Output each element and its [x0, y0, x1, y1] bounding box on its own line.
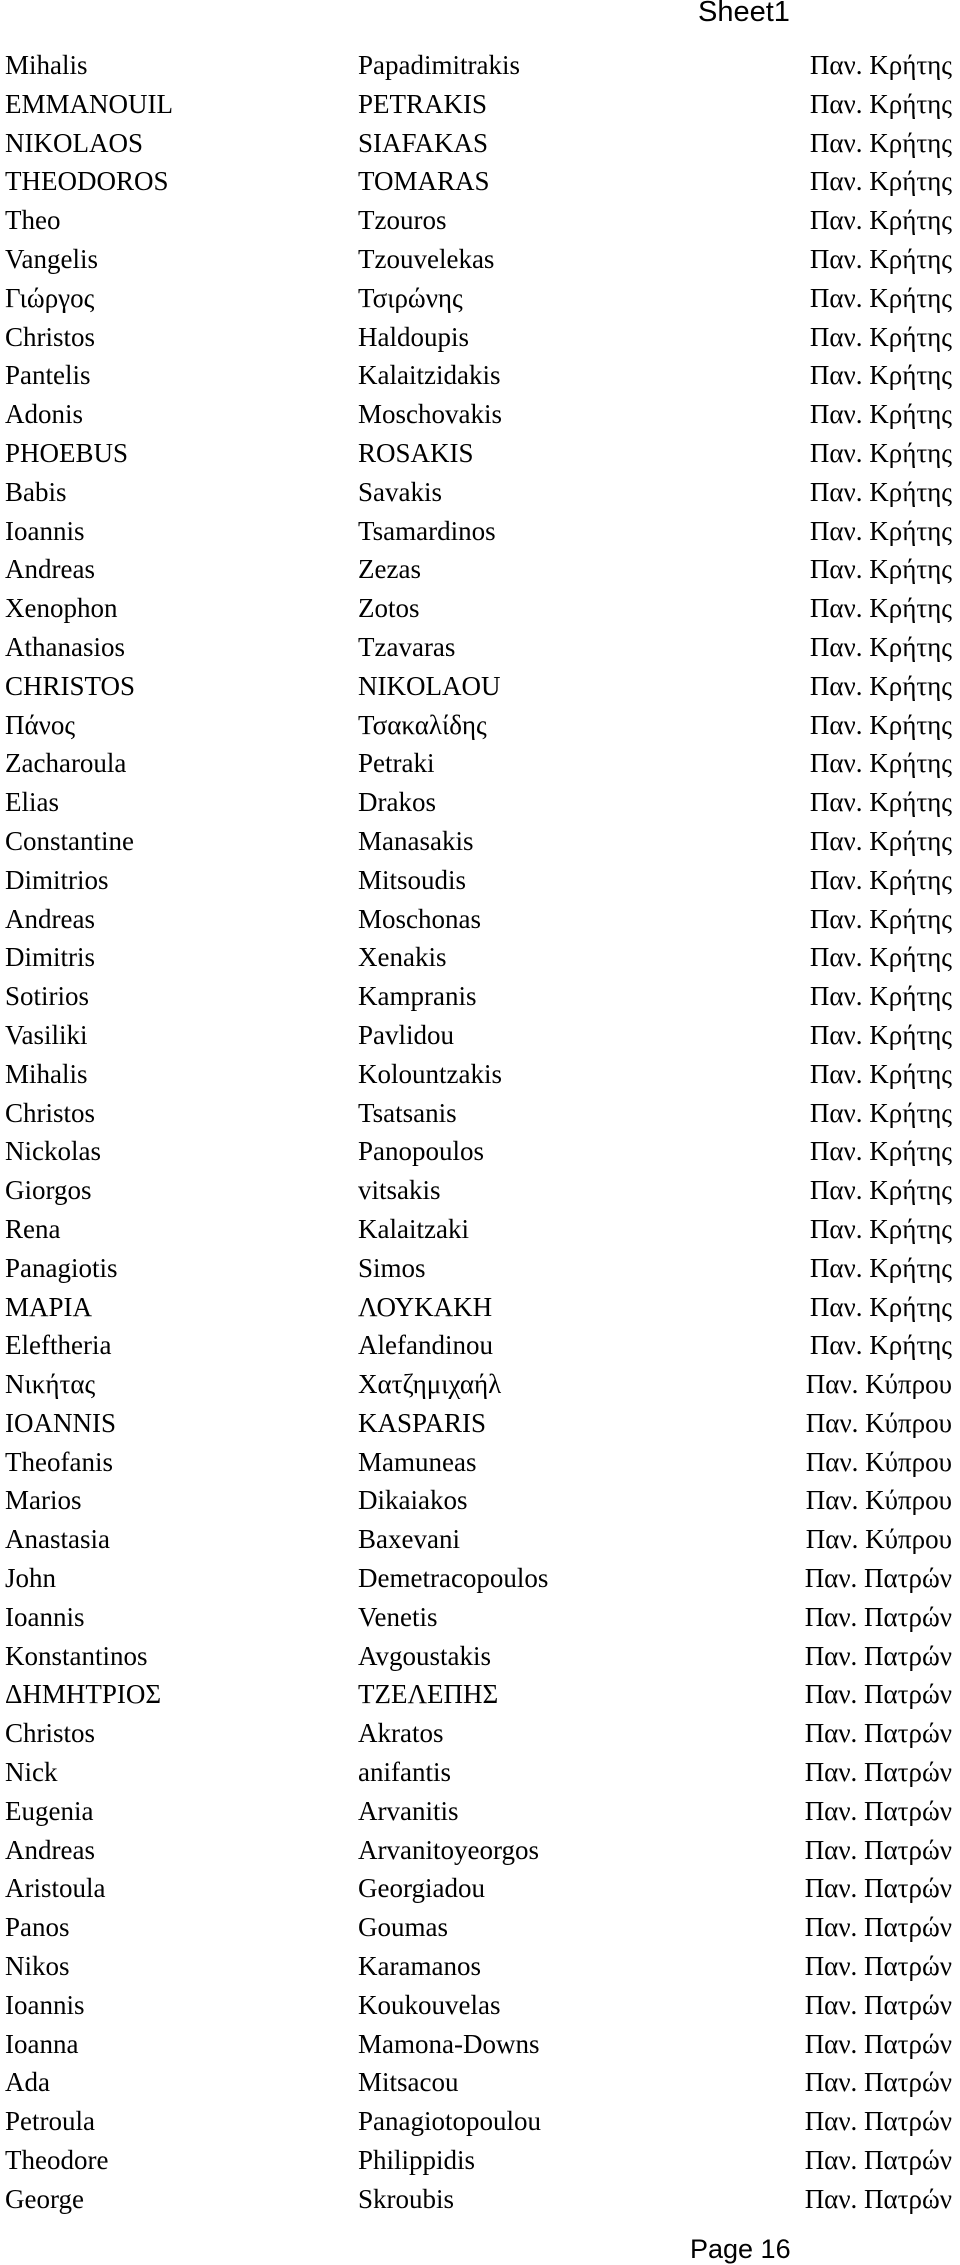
last-name-cell: Tsamardinos	[358, 515, 496, 546]
university-cell: Παν. Κρήτης	[809, 205, 952, 236]
university-cell: Παν. Πατρών	[804, 2145, 952, 2176]
list-row	[0, 861, 960, 900]
first-name-cell: Panagiotis	[5, 1252, 118, 1283]
last-name-cell: Georgiadou	[358, 1873, 485, 1904]
list-row	[0, 1288, 960, 1327]
list-row	[0, 1986, 960, 2025]
last-name-cell: Goumas	[358, 1912, 448, 1943]
university-cell: Παν. Κρήτης	[809, 631, 952, 662]
last-name-cell: Tzavaras	[358, 631, 456, 662]
university-cell: Παν. Πατρών	[804, 1601, 952, 1632]
first-name-cell: Nikos	[5, 1951, 70, 1982]
first-name-cell: Christos	[5, 1097, 96, 1128]
university-cell: Παν. Κρήτης	[809, 903, 952, 934]
first-name-cell: Rena	[5, 1213, 61, 1244]
list-row	[0, 240, 960, 279]
last-name-cell: Karamanos	[358, 1951, 481, 1982]
last-name-cell: Mitsoudis	[358, 864, 467, 895]
first-name-cell: Ioannis	[5, 515, 85, 546]
last-name-cell: Tzouros	[358, 205, 447, 236]
last-name-cell: Pavlidou	[358, 1019, 455, 1050]
university-cell: Παν. Πατρών	[804, 1989, 952, 2020]
university-cell: Παν. Κρήτης	[809, 127, 952, 158]
university-cell: Παν. Κρήτης	[809, 554, 952, 585]
university-cell: Παν. Κρήτης	[809, 399, 952, 430]
university-cell: Παν. Πατρών	[804, 1563, 952, 1594]
university-cell: Παν. Κρήτης	[809, 1097, 952, 1128]
first-name-cell: Dimitris	[5, 942, 96, 973]
university-cell: Παν. Κρήτης	[809, 166, 952, 197]
list-row	[0, 2063, 960, 2102]
university-cell: Παν. Κρήτης	[809, 1291, 952, 1322]
first-name-cell: Nickolas	[5, 1136, 101, 1167]
university-cell: Παν. Κρήτης	[809, 1175, 952, 1206]
first-name-cell: Xenophon	[5, 593, 118, 624]
last-name-cell: Panagiotopoulou	[358, 2106, 541, 2137]
university-cell: Παν. Κύπρου	[805, 1485, 952, 1516]
university-cell: Παν. Κρήτης	[809, 1330, 952, 1361]
last-name-cell: Savakis	[358, 476, 442, 507]
list-row	[0, 1908, 960, 1947]
list-row	[0, 1947, 960, 1986]
first-name-cell: Andreas	[5, 903, 95, 934]
university-cell: Παν. Πατρών	[804, 2028, 952, 2059]
university-cell: Παν. Κρήτης	[809, 243, 952, 274]
first-name-cell: CHRISTOS	[5, 670, 136, 701]
last-name-cell: Τσακαλίδης	[358, 709, 487, 740]
university-cell: Παν. Κρήτης	[809, 476, 952, 507]
last-name-cell: KASPARIS	[358, 1407, 487, 1438]
university-cell: Παν. Κύπρου	[805, 1446, 952, 1477]
university-cell: Παν. Κρήτης	[809, 1252, 952, 1283]
first-name-cell: ΜΑΡΙΑ	[5, 1291, 93, 1322]
last-name-cell: Tsatsanis	[358, 1097, 457, 1128]
last-name-cell: Τσιρώνης	[358, 282, 463, 313]
list-row	[0, 395, 960, 434]
university-cell: Παν. Κρήτης	[809, 1058, 952, 1089]
last-name-cell: vitsakis	[358, 1175, 441, 1206]
list-row	[0, 938, 960, 977]
first-name-cell: Petroula	[5, 2106, 95, 2137]
university-cell: Παν. Πατρών	[804, 1718, 952, 1749]
list-row	[0, 706, 960, 745]
list-row	[0, 318, 960, 357]
list-row	[0, 473, 960, 512]
last-name-cell: ΛΟΥΚΑΚΗ	[358, 1291, 493, 1322]
university-cell: Παν. Κρήτης	[809, 748, 952, 779]
university-cell: Παν. Κρήτης	[809, 321, 952, 352]
first-name-cell: Sotirios	[5, 981, 90, 1012]
first-name-cell: Mihalis	[5, 50, 88, 80]
first-name-cell: EMMANOUIL	[5, 88, 173, 119]
last-name-cell: Zotos	[358, 593, 420, 624]
last-name-cell: Xenakis	[358, 942, 447, 973]
university-cell: Παν. Πατρών	[804, 1679, 952, 1710]
last-name-cell: ΤΖΕΛΕΠΗΣ	[358, 1679, 499, 1710]
first-name-cell: Eleftheria	[5, 1330, 112, 1361]
last-name-cell: PETRAKIS	[358, 88, 488, 119]
last-name-cell: Mitsacou	[358, 2067, 459, 2098]
first-name-cell: Theo	[5, 205, 61, 236]
first-name-cell: Andreas	[5, 554, 95, 585]
list-row	[0, 1598, 960, 1637]
first-name-cell: Andreas	[5, 1834, 95, 1865]
university-cell: Παν. Κρήτης	[809, 515, 952, 546]
list-row	[0, 1249, 960, 1288]
first-name-cell: Nick	[5, 1757, 58, 1788]
list-row	[0, 2025, 960, 2064]
first-name-cell: Adonis	[5, 399, 84, 430]
university-cell: Παν. Κύπρου	[805, 1524, 952, 1555]
first-name-cell: Ioannis	[5, 1601, 85, 1632]
first-name-cell: Pantelis	[5, 360, 91, 391]
university-cell: Παν. Πατρών	[804, 1640, 952, 1671]
first-name-cell: PHOEBUS	[5, 437, 129, 468]
first-name-cell: Theofanis	[5, 1446, 113, 1477]
list-row	[0, 1675, 960, 1714]
university-cell: Παν. Κύπρου	[805, 1407, 952, 1438]
last-name-cell: Papadimitrakis	[358, 50, 520, 80]
list-row	[0, 1094, 960, 1133]
first-name-cell: Ioannis	[5, 1989, 85, 2020]
university-cell: Παν. Κρήτης	[809, 981, 952, 1012]
last-name-cell: Kampranis	[358, 981, 477, 1012]
list-row	[0, 85, 960, 124]
list-row	[0, 783, 960, 822]
list-row	[0, 1637, 960, 1676]
list-row	[0, 2141, 960, 2180]
last-name-cell: Venetis	[358, 1601, 438, 1632]
first-name-cell: Babis	[5, 476, 67, 507]
last-name-cell: Kalaitzidakis	[358, 360, 501, 391]
last-name-cell: Akratos	[358, 1718, 444, 1749]
university-cell: Παν. Κρήτης	[809, 709, 952, 740]
last-name-cell: Moschonas	[358, 903, 481, 934]
first-name-cell: Πάνος	[5, 709, 76, 740]
list-row	[0, 2102, 960, 2141]
university-cell: Παν. Κρήτης	[809, 670, 952, 701]
list-row	[0, 1365, 960, 1404]
list-row	[0, 1055, 960, 1094]
list-row	[0, 1520, 960, 1559]
university-cell: Παν. Κρήτης	[809, 1136, 952, 1167]
last-name-cell: Arvanitoyeorgos	[358, 1834, 539, 1865]
list-row	[0, 1016, 960, 1055]
list-row	[0, 1443, 960, 1482]
last-name-cell: Zezas	[358, 554, 421, 585]
first-name-cell: Vasiliki	[5, 1019, 88, 1050]
first-name-cell: Ada	[5, 2067, 50, 2098]
university-cell: Παν. Κρήτης	[809, 864, 952, 895]
last-name-cell: Moschovakis	[358, 399, 502, 430]
last-name-cell: SIAFAKAS	[358, 127, 489, 158]
university-cell: Παν. Πατρών	[804, 2183, 952, 2214]
university-cell: Παν. Κρήτης	[809, 437, 952, 468]
list-row	[0, 1753, 960, 1792]
last-name-cell: ROSAKIS	[358, 437, 474, 468]
university-cell: Παν. Κύπρου	[805, 1369, 952, 1400]
last-name-cell: Χατζημιχαήλ	[358, 1369, 502, 1400]
name-list	[0, 46, 960, 2219]
first-name-cell: Marios	[5, 1485, 82, 1516]
list-row	[0, 1792, 960, 1831]
list-row	[0, 46, 960, 85]
page-number: Page 16	[690, 2234, 791, 2264]
list-row	[0, 1210, 960, 1249]
list-row	[0, 162, 960, 201]
university-cell: Παν. Πατρών	[804, 1951, 952, 1982]
university-cell: Παν. Πατρών	[804, 2067, 952, 2098]
list-row	[0, 744, 960, 783]
last-name-cell: Kolountzakis	[358, 1058, 502, 1089]
list-row	[0, 1559, 960, 1598]
first-name-cell: Dimitrios	[5, 864, 109, 895]
list-row	[0, 356, 960, 395]
first-name-cell: Elias	[5, 787, 59, 818]
last-name-cell: TOMARAS	[358, 166, 490, 197]
last-name-cell: Drakos	[358, 787, 436, 818]
list-row	[0, 1714, 960, 1753]
last-name-cell: Baxevani	[358, 1524, 460, 1555]
last-name-cell: Manasakis	[358, 825, 474, 856]
last-name-cell: NIKOLAOU	[358, 670, 501, 701]
university-cell: Παν. Κρήτης	[809, 825, 952, 856]
first-name-cell: Constantine	[5, 825, 134, 856]
university-cell: Παν. Κρήτης	[809, 282, 952, 313]
last-name-cell: Demetracopoulos	[358, 1563, 549, 1594]
list-row	[0, 2180, 960, 2219]
university-cell: Παν. Πατρών	[804, 2106, 952, 2137]
sheet-title: Sheet1	[698, 0, 790, 28]
first-name-cell: Eugenia	[5, 1795, 94, 1826]
university-cell: Παν. Πατρών	[804, 1834, 952, 1865]
first-name-cell: ΔΗΜΗΤΡΙΟΣ	[5, 1679, 162, 1710]
university-cell: Παν. Πατρών	[804, 1757, 952, 1788]
first-name-cell: Christos	[5, 1718, 96, 1749]
last-name-cell: anifantis	[358, 1757, 451, 1788]
last-name-cell: Arvanitis	[358, 1795, 459, 1826]
first-name-cell: Zacharoula	[5, 748, 127, 779]
list-row	[0, 977, 960, 1016]
last-name-cell: Mamuneas	[358, 1446, 477, 1477]
list-row	[0, 1326, 960, 1365]
last-name-cell: Skroubis	[358, 2183, 455, 2214]
list-row	[0, 822, 960, 861]
list-row	[0, 550, 960, 589]
first-name-cell: Athanasios	[5, 631, 125, 662]
last-name-cell: Tzouvelekas	[358, 243, 495, 274]
university-cell: Παν. Κρήτης	[809, 360, 952, 391]
first-name-cell: Ioanna	[5, 2028, 79, 2059]
first-name-cell: John	[5, 1563, 57, 1594]
first-name-cell: Panos	[5, 1912, 70, 1943]
first-name-cell: Giorgos	[5, 1175, 92, 1206]
list-row	[0, 1831, 960, 1870]
list-row	[0, 434, 960, 473]
first-name-cell: Konstantinos	[5, 1640, 148, 1671]
last-name-cell: Alefandinou	[358, 1330, 493, 1361]
first-name-cell: Vangelis	[5, 243, 98, 274]
list-row	[0, 1171, 960, 1210]
list-row	[0, 628, 960, 667]
first-name-cell: IOANNIS	[5, 1407, 116, 1438]
university-cell: Παν. Πατρών	[804, 1795, 952, 1826]
list-row	[0, 667, 960, 706]
first-name-cell: Aristoula	[5, 1873, 106, 1904]
university-cell: Παν. Κρήτης	[809, 50, 952, 80]
list-row	[0, 1481, 960, 1520]
last-name-cell: Avgoustakis	[358, 1640, 491, 1671]
university-cell: Παν. Κρήτης	[809, 1019, 952, 1050]
first-name-cell: NIKOLAOS	[5, 127, 143, 158]
list-row	[0, 900, 960, 939]
last-name-cell: Haldoupis	[358, 321, 469, 352]
university-cell: Παν. Κρήτης	[809, 787, 952, 818]
last-name-cell: Koukouvelas	[358, 1989, 501, 2020]
first-name-cell: Christos	[5, 321, 96, 352]
university-cell: Παν. Κρήτης	[809, 1213, 952, 1244]
first-name-cell: Γιώργος	[5, 282, 95, 313]
list-row	[0, 512, 960, 551]
list-row	[0, 1869, 960, 1908]
first-name-cell: Theodore	[5, 2145, 109, 2176]
list-row	[0, 589, 960, 628]
last-name-cell: Philippidis	[358, 2145, 476, 2176]
last-name-cell: Dikaiakos	[358, 1485, 468, 1516]
university-cell: Παν. Πατρών	[804, 1873, 952, 1904]
first-name-cell: THEODOROS	[5, 166, 169, 197]
first-name-cell: Νικήτας	[5, 1369, 96, 1400]
last-name-cell: Kalaitzaki	[358, 1213, 469, 1244]
list-row	[0, 1404, 960, 1443]
university-cell: Παν. Κρήτης	[809, 593, 952, 624]
list-row	[0, 279, 960, 318]
last-name-cell: Simos	[358, 1252, 426, 1283]
first-name-cell: Mihalis	[5, 1058, 88, 1089]
first-name-cell: George	[5, 2183, 84, 2214]
last-name-cell: Panopoulos	[358, 1136, 485, 1167]
last-name-cell: Petraki	[358, 748, 435, 779]
first-name-cell: Anastasia	[5, 1524, 110, 1555]
last-name-cell: Mamona-Downs	[358, 2028, 540, 2059]
university-cell: Παν. Κρήτης	[809, 942, 952, 973]
university-cell: Παν. Κρήτης	[809, 88, 952, 119]
list-row	[0, 1132, 960, 1171]
list-row	[0, 201, 960, 240]
list-row	[0, 124, 960, 163]
university-cell: Παν. Πατρών	[804, 1912, 952, 1943]
